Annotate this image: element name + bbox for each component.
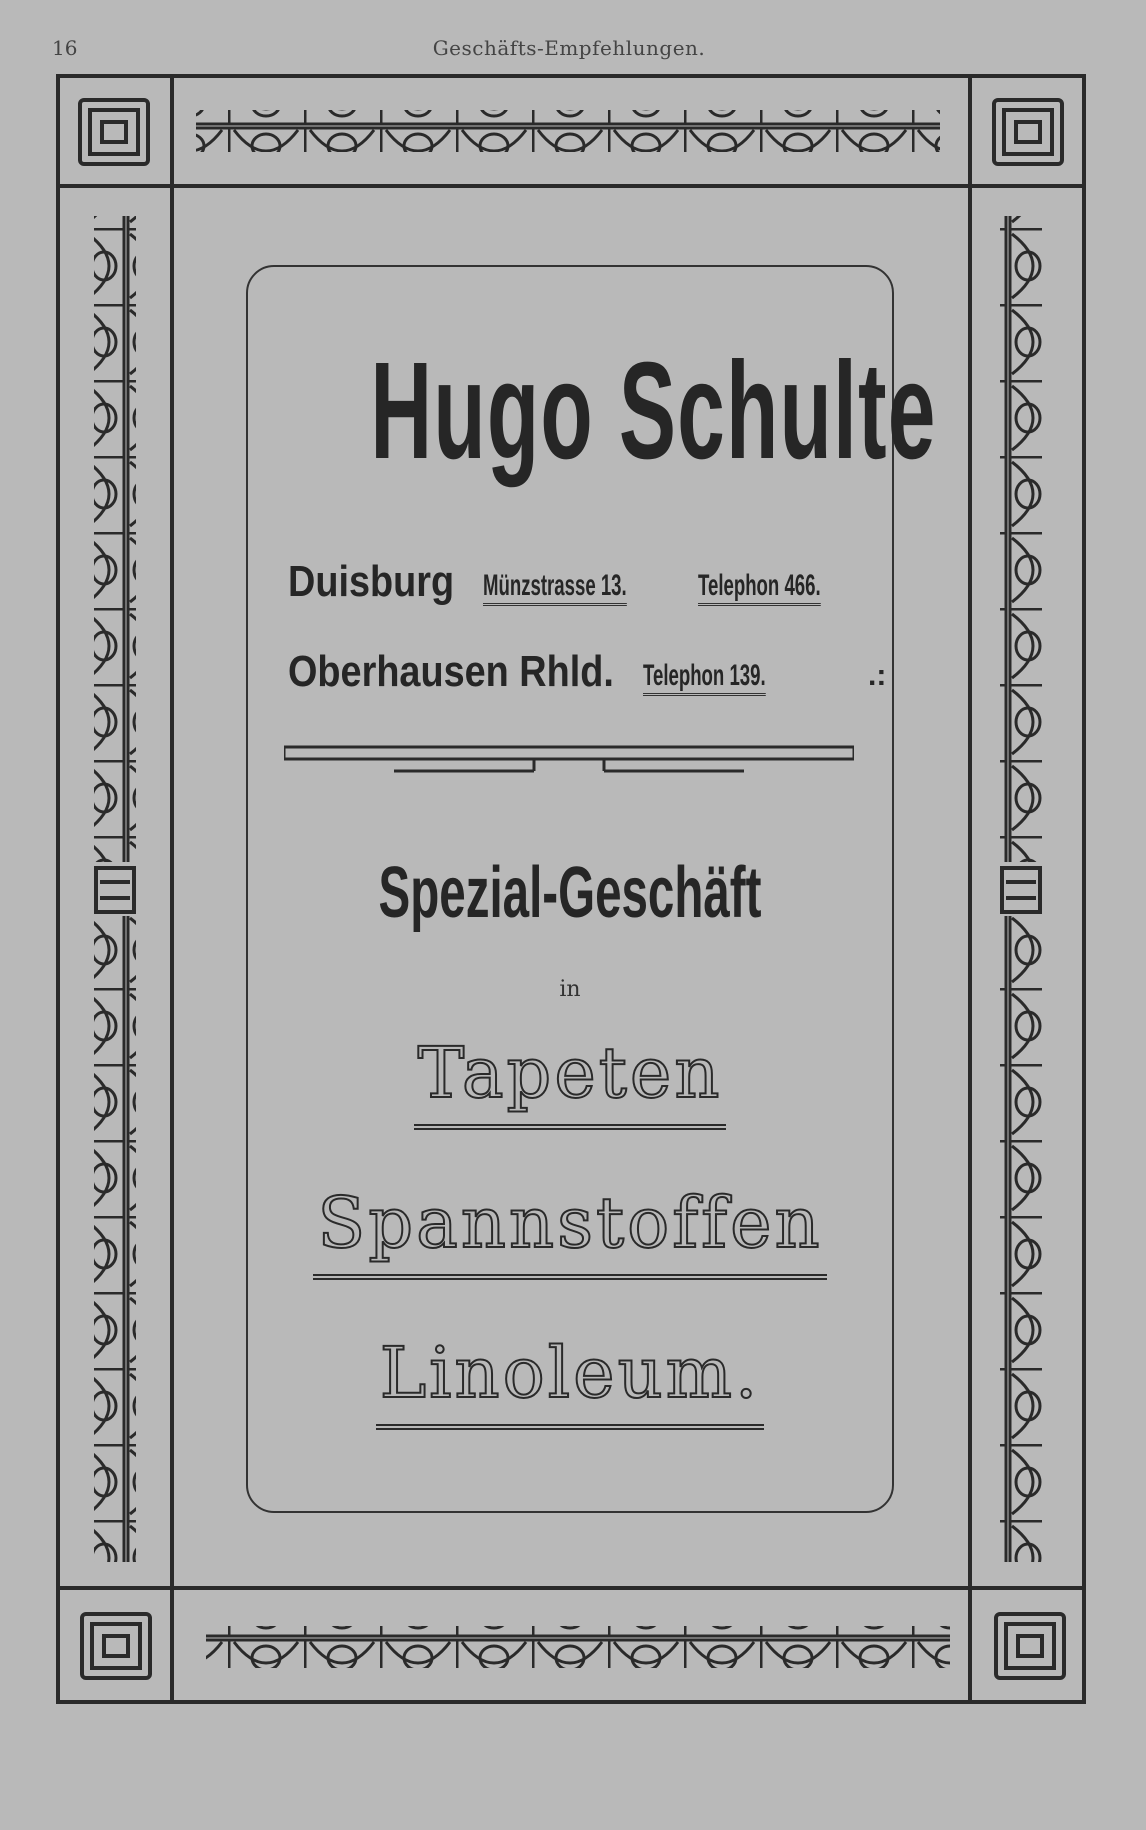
- phone-duisburg: Telephon 466.: [698, 569, 821, 606]
- running-head: Geschäfts-Empfehlungen.: [432, 36, 706, 60]
- street-address: Münzstrasse 13.: [483, 569, 627, 606]
- city-duisburg: Duisburg: [288, 557, 455, 606]
- company-name: Hugo Schulte: [370, 334, 937, 488]
- page-number: 16: [52, 36, 78, 60]
- city-oberhausen: Oberhausen Rhld.: [288, 647, 614, 696]
- business-type: Spezial-Geschäft: [378, 853, 762, 933]
- trailing-mark: .:: [868, 659, 887, 692]
- product-item: Linoleum.: [248, 1332, 892, 1430]
- product-item: Spannstoffen: [248, 1182, 892, 1280]
- phone-oberhausen: Telephon 139.: [643, 659, 766, 696]
- advert-panel: [246, 265, 937, 1513]
- decorative-rule: [284, 743, 854, 783]
- address-oberhausen: [288, 647, 887, 697]
- product-item: Tapeten: [248, 1032, 892, 1130]
- connector-text: in: [559, 977, 581, 1002]
- address-duisburg: [288, 557, 862, 607]
